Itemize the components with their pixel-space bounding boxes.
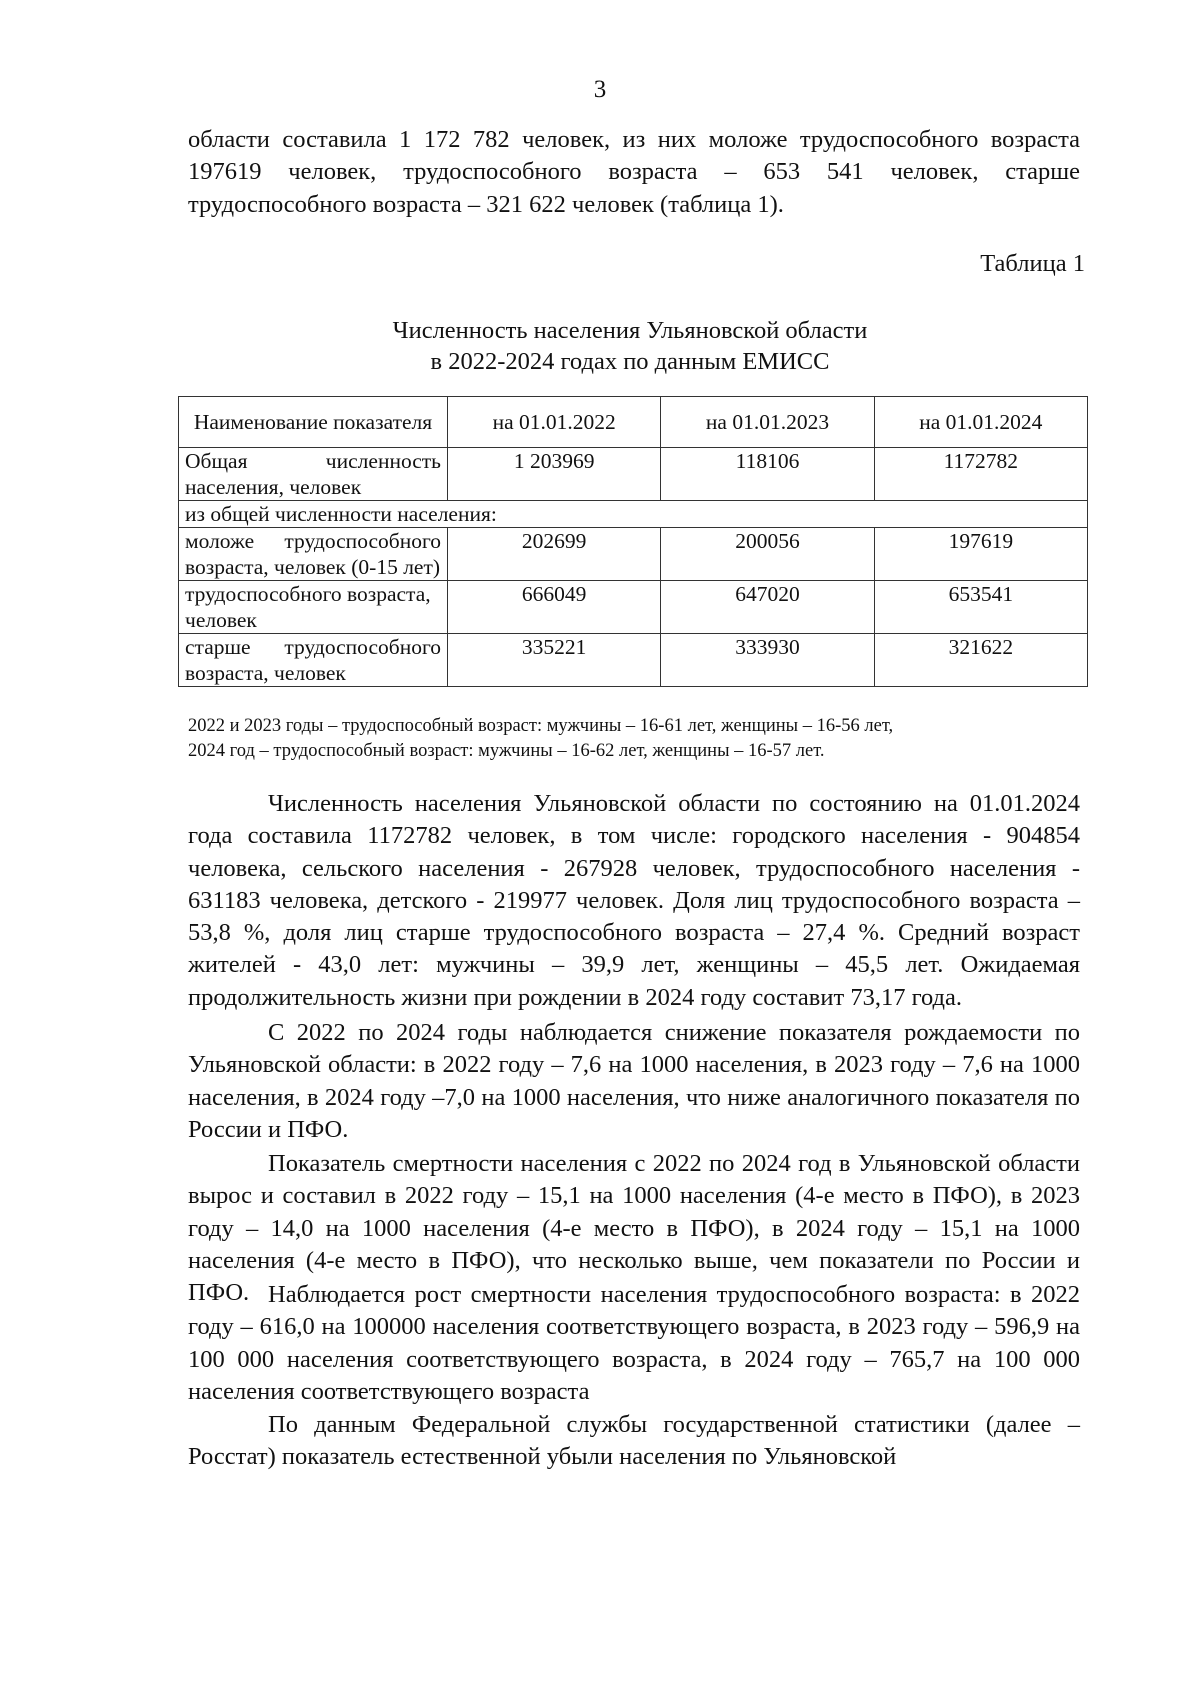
header-2022: на 01.01.2022: [448, 397, 661, 448]
table-row-total: [179, 448, 1088, 501]
row-name: Общая численность населения, человек: [179, 448, 448, 501]
paragraph-rosstat: По данным Федеральной службы государственной статистики (далее – Росстат) показатель естественной убыли населения по Ульяновской: [188, 1411, 1080, 1471]
table-title: [0, 315, 1200, 377]
header-2024: на 01.01.2024: [874, 397, 1087, 448]
row-name: моложе трудоспособного возраста, человек (0-15 лет): [179, 528, 448, 581]
cell-2023: 118106: [661, 448, 874, 501]
row-name: старше трудоспособного возраста, человек: [179, 634, 448, 687]
cell-2022: 202699: [448, 528, 661, 581]
cell-2024: 197619: [874, 528, 1087, 581]
cell-2023: 200056: [661, 528, 874, 581]
cell-2022: 335221: [448, 634, 661, 687]
row-name: трудоспособного возраста, человек: [179, 581, 448, 634]
table-row-under-working-age: [179, 528, 1088, 581]
cell-2022: 1 203969: [448, 448, 661, 501]
table-notes: [188, 714, 1088, 764]
cell-2022: 666049: [448, 581, 661, 634]
cell-2024: 653541: [874, 581, 1087, 634]
page-number: 3: [593, 76, 607, 103]
header-indicator-name: Наименование показателя: [179, 397, 448, 448]
cell-2023: 333930: [661, 634, 874, 687]
table-row-over-working-age: [179, 634, 1088, 687]
table-note: 2024 год – трудоспособный возраст: мужчины – 16-62 лет, женщины – 16-57 лет.: [188, 741, 825, 761]
paragraph-mortality: Показатель смертности населения с 2022 по 2024 год в Ульяновской области вырос и составил в 2022 году – 15,1 на 1000 населения (4-е место в ПФО), в 2023 году – 14,0 на 1000 населения (4-е место в ПФО), в 2024 году – 15,1 на 1000 населения (4-е место в ПФО), что несколько выше, чем показатели по России и ПФО.: [188, 1150, 1080, 1307]
table-title-line-1: Численность населения Ульяновской области: [392, 317, 868, 344]
population-table: [178, 396, 1088, 687]
intro-paragraph: области составила 1 172 782 человек, из них моложе трудоспособного возраста 197619 человек, трудоспособного возраста – 653 541 человек, старше трудоспособного возраста – 321 622 человек (таблица 1).: [188, 126, 1080, 218]
cell-2024: 1172782: [874, 448, 1087, 501]
paragraph-population: Численность населения Ульяновской области по состоянию на 01.01.2024 года составила 1172782 человек, в том числе: городского населения - 904854 человека, сельского населения - 267928 человек, трудоспособного населения - 631183 человека, детского - 219977 человек. Доля лиц трудоспособного возраста – 53,8 %, доля лиц старше трудоспособного возраста – 27,4 %. Средний возраст жителей - 43,0 лет: мужчины – 39,9 лет, женщины – 45,5 лет. Ожидаемая продолжительность жизни при рождении в 2024 году составит 73,17 года.: [188, 790, 1080, 1011]
subheading-cell: из общей численности населения:: [179, 501, 1088, 528]
cell-2023: 647020: [661, 581, 874, 634]
table-note: 2022 и 2023 годы – трудоспособный возраст: мужчины – 16-61 лет, женщины – 16-56 лет,: [188, 716, 894, 736]
table-row-working-age: [179, 581, 1088, 634]
table-title-line-2: в 2022-2024 годах по данным ЕМИСС: [430, 348, 830, 375]
cell-2024: 321622: [874, 634, 1087, 687]
paragraph-birth-rate: С 2022 по 2024 годы наблюдается снижение показателя рождаемости по Ульяновской области: в 2022 году – 7,6 на 1000 населения, в 2023 году – 7,6 на 1000 населения, в 2024 году –7,0 на 1000 населения, что ниже аналогичного показателя по России и ПФО.: [188, 1019, 1080, 1143]
header-2023: на 01.01.2023: [661, 397, 874, 448]
table-row-subheading: [179, 501, 1088, 528]
table-header-row: [179, 397, 1088, 448]
table-label: Таблица 1: [980, 250, 1085, 277]
paragraph-working-age-mortality: Наблюдается рост смертности населения трудоспособного возраста: в 2022 году – 616,0 на 100000 населения соответствующего возраста, в 2023 году – 596,9 на 100 000 населения соответствующего возраста, в 2024 году – 765,7 на 100 000 населения соответствующего возраста: [188, 1281, 1080, 1405]
